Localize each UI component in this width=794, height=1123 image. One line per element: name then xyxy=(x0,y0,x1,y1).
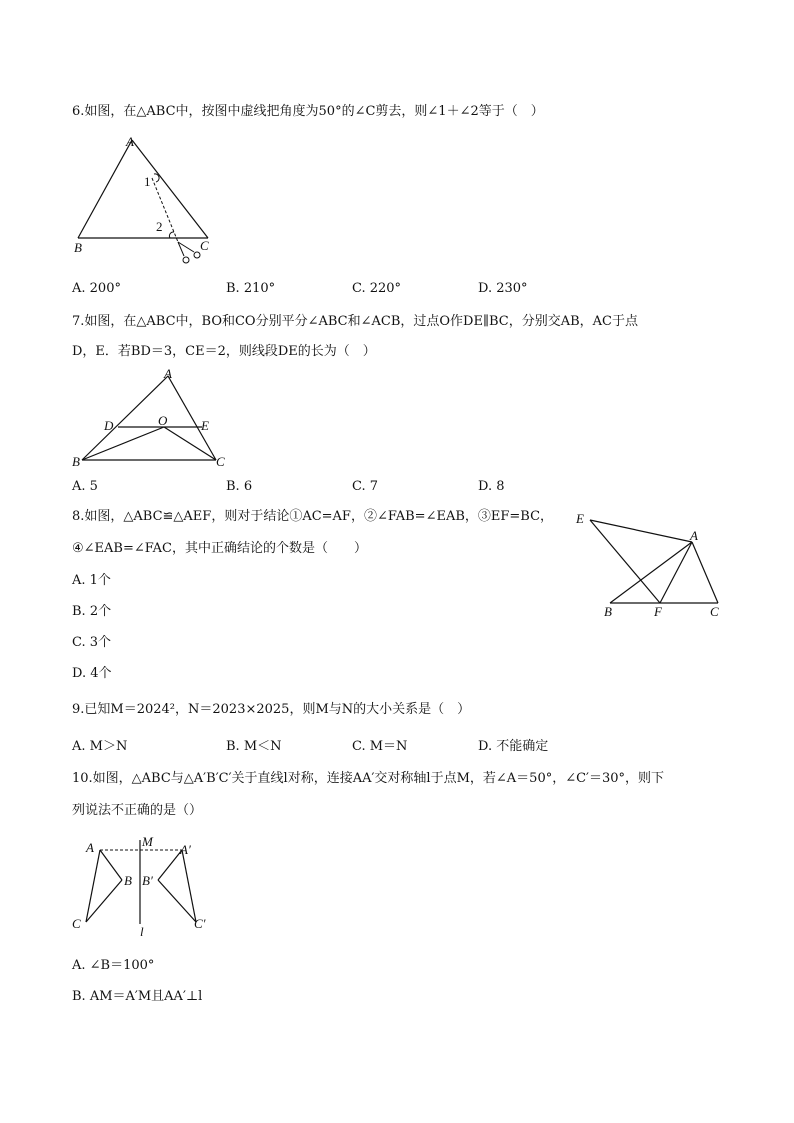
q7-label-b: B xyxy=(72,454,80,469)
q7-figure xyxy=(68,366,238,474)
q8-option-c: C. 3个 xyxy=(72,635,112,650)
q7-option-a: A. 5 xyxy=(72,479,98,494)
q7-option-d: D. 8 xyxy=(478,479,505,494)
q8-label-a: A xyxy=(690,528,698,543)
q7-label-c: C xyxy=(216,454,225,469)
q6-label-2: 2 xyxy=(156,219,163,234)
q8-label-e: E xyxy=(576,511,584,526)
q6-label-b: B xyxy=(74,240,82,255)
q7-option-b: B. 6 xyxy=(226,479,253,494)
q10-label-m: M xyxy=(142,834,153,849)
q9-option-b: B. M＜N xyxy=(226,739,282,754)
q10-label-a: A xyxy=(86,840,94,855)
q7-label-o: O xyxy=(158,413,168,428)
q7-label-a: A xyxy=(164,366,172,381)
q6-label-a: A xyxy=(126,134,134,149)
q8-option-d: D. 4个 xyxy=(72,666,112,681)
q9-stem: 9.已知M＝2024²，N＝2023×2025，则M与N的大小关系是（ ） xyxy=(72,702,471,717)
q10-label-c: C xyxy=(72,916,81,931)
q10-label-b-prime: B′ xyxy=(142,873,153,888)
q10-figure xyxy=(68,830,218,940)
q6-option-d: D. 230° xyxy=(478,281,528,296)
q8-label-c: C xyxy=(710,604,719,619)
q10-stem-line2: 列说法不正确的是（） xyxy=(72,803,203,818)
q6-label-1: 1 xyxy=(144,174,151,189)
q10-option-a: A. ∠B＝100° xyxy=(72,958,155,973)
q7-label-d: D xyxy=(104,418,114,433)
q8-stem-line1: 8.如图，△ABC≌△AEF，则对于结论①AC=AF，②∠FAB=∠EAB，③EF=BC， xyxy=(72,509,554,524)
q6-option-b: B. 210° xyxy=(226,281,276,296)
q8-label-b: B xyxy=(604,604,612,619)
q8-option-b: B. 2个 xyxy=(72,604,112,619)
q7-stem-line2: D，E．若BD＝3，CE＝2，则线段DE的长为（ ） xyxy=(72,344,376,359)
q8-option-a: A. 1个 xyxy=(72,573,111,588)
q6-option-a: A. 200° xyxy=(72,281,121,296)
q10-label-c-prime: C′ xyxy=(194,916,206,931)
q7-label-e: E xyxy=(201,418,209,433)
q10-stem-line1: 10.如图，△ABC与△A′B′C′关于直线l对称，连接AA′交对称轴l于点M，若∠A＝50°，∠C′＝30°，则下 xyxy=(72,771,665,786)
q6-label-c: C xyxy=(200,238,209,253)
q7-option-c: C. 7 xyxy=(352,479,379,494)
q8-label-f: F xyxy=(654,604,662,619)
q9-option-a: A. M＞N xyxy=(72,739,128,754)
q6-figure xyxy=(68,130,228,270)
q6-stem: 6.如图，在△ABC中，按图中虚线把角度为50°的∠C剪去，则∠1＋∠2等于（ ） xyxy=(72,104,544,119)
q6-option-c: C. 220° xyxy=(352,281,402,296)
q9-option-d: D. 不能确定 xyxy=(478,739,549,754)
q10-label-b: B xyxy=(124,873,132,888)
q10-option-b: B. AM＝A′M且AA′⊥l xyxy=(72,989,203,1004)
q9-option-c: C. M＝N xyxy=(352,739,408,754)
q8-stem-line2: ④∠EAB=∠FAC，其中正确结论的个数是（ ） xyxy=(72,541,367,556)
q10-label-l: l xyxy=(140,924,144,939)
q8-figure xyxy=(572,508,732,624)
q7-stem-line1: 7.如图，在△ABC中，BO和CO分别平分∠ABC和∠ACB，过点O作DE∥BC，分别交AB，AC于点 xyxy=(72,314,638,329)
q10-label-a-prime: A′ xyxy=(180,842,191,857)
